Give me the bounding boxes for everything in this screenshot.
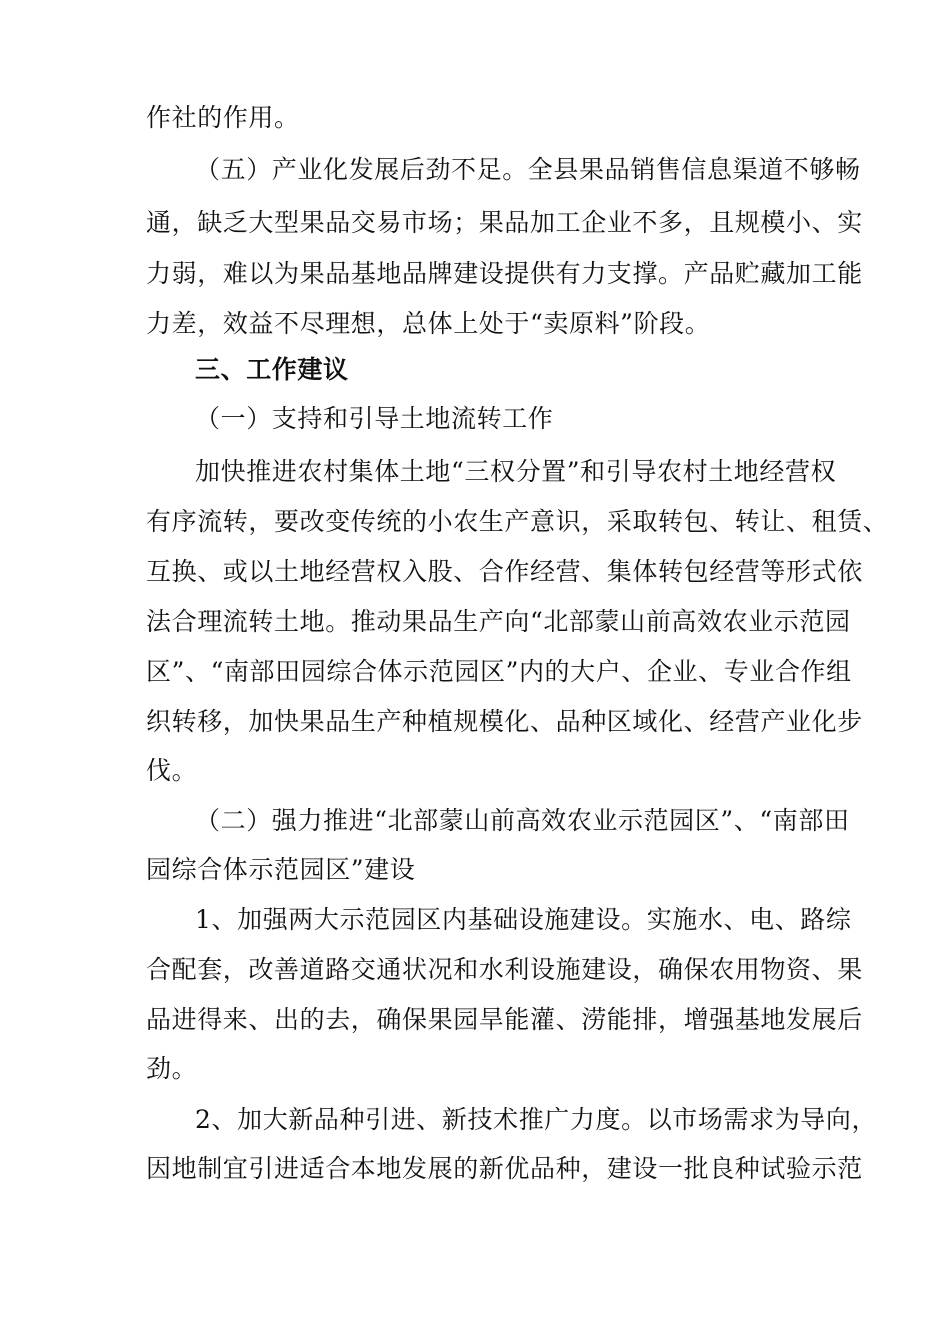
paragraph-line: （五）产业化发展后劲不足。全县果品销售信息渠道不够畅 — [195, 155, 861, 184]
paragraph-line: 劲。 — [146, 1054, 198, 1083]
paragraph-line: 互换、或以土地经营权入股、合作经营、集体转包经营等形式依 — [146, 557, 863, 586]
paragraph-line: 品进得来、出的去，确保果园旱能灌、涝能排，增强基地发展后 — [146, 1005, 863, 1034]
section-heading: 三、工作建议 — [195, 355, 349, 384]
subsection-heading-continued: 园综合体示范园区”建设 — [146, 855, 416, 884]
paragraph-line: 织转移，加快果品生产种植规模化、品种区域化、经营产业化步 — [146, 707, 863, 736]
paragraph-line: 加快推进农村集体土地“三权分置”和引导农村土地经营权 — [195, 457, 837, 486]
paragraph-line: 法合理流转土地。推动果品生产向“北部蒙山前高效农业示范园 — [146, 607, 851, 636]
paragraph-line: 力弱，难以为果品基地品牌建设提供有力支撑。产品贮藏加工能 — [146, 259, 863, 288]
paragraph-line: 通，缺乏大型果品交易市场；果品加工企业不多，且规模小、实 — [146, 208, 863, 237]
subsection-heading: （一）支持和引导土地流转工作 — [195, 404, 554, 433]
paragraph-line: 因地制宜引进适合本地发展的新优品种，建设一批良种试验示范 — [146, 1154, 863, 1183]
paragraph-line: 1、加强两大示范园区内基础设施建设。实施水、电、路综 — [195, 905, 852, 934]
paragraph-line: 作社的作用。 — [146, 103, 300, 132]
paragraph-line: 伐。 — [146, 756, 198, 785]
paragraph-line: 合配套，改善道路交通状况和水利设施建设，确保农用物资、果 — [146, 955, 863, 984]
subsection-heading: （二）强力推进“北部蒙山前高效农业示范园区”、“南部田 — [195, 806, 850, 835]
paragraph-line: 区”、“南部田园综合体示范园区”内的大户、企业、专业合作组 — [146, 657, 852, 686]
paragraph-line: 力差，效益不尽理想，总体上处于“卖原料”阶段。 — [146, 309, 711, 338]
paragraph-line: 2、加大新品种引进、新技术推广力度。以市场需求为导向， — [195, 1105, 878, 1134]
paragraph-line: 有序流转，要改变传统的小农生产意识，采取转包、转让、租赁、 — [146, 507, 889, 536]
